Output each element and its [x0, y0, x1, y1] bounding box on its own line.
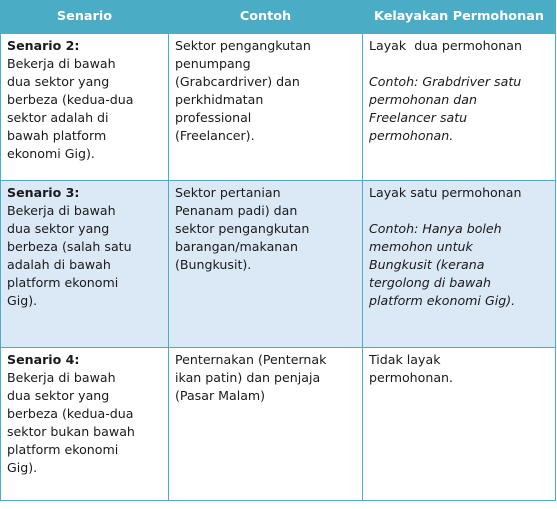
- contoh-line: sektor pengangkutan: [175, 221, 310, 236]
- example-line: permohonan.: [369, 128, 454, 143]
- header-contoh: Contoh: [169, 1, 363, 34]
- senario-cell: [1, 348, 169, 501]
- example-line: memohon untuk: [369, 239, 473, 254]
- senario-title: Senario 3:: [7, 185, 80, 200]
- senario-desc-line: adalah di bawah: [7, 257, 111, 272]
- contoh-line: (Pasar Malam): [175, 388, 266, 403]
- kelayakan-text: Layak satu permohonan: [369, 185, 522, 200]
- senario-desc-line: berbeza (kedua-dua: [7, 92, 134, 107]
- kelayakan-line: Tidak layak: [369, 352, 441, 367]
- table-row: [1, 34, 556, 181]
- example-line: Freelancer satu: [369, 110, 468, 125]
- contoh-cell: [169, 34, 363, 181]
- kelayakan-cell: [363, 348, 556, 501]
- example-line: Contoh: Hanya boleh: [369, 221, 502, 236]
- example-text: [369, 220, 549, 310]
- senario-desc-line: platform ekonomi: [7, 442, 119, 457]
- senario-desc-line: berbeza (salah satu: [7, 239, 132, 254]
- contoh-line: ikan patin) dan penjaja: [175, 370, 321, 385]
- senario-desc-line: sektor adalah di: [7, 110, 109, 125]
- senario-desc-line: Bekerja di bawah: [7, 56, 116, 71]
- table-row: [1, 181, 556, 348]
- senario-desc-line: dua sektor yang: [7, 221, 110, 236]
- senario-desc-line: platform ekonomi: [7, 275, 119, 290]
- example-line: platform ekonomi Gig).: [369, 293, 516, 308]
- header-senario: Senario: [1, 1, 169, 34]
- contoh-line: Sektor pertanian: [175, 185, 281, 200]
- contoh-line: Penanam padi) dan: [175, 203, 298, 218]
- table-row: [1, 348, 556, 501]
- senario-cell: [1, 34, 169, 181]
- senario-title: Senario 4:: [7, 352, 80, 367]
- contoh-line: (Bungkusit).: [175, 257, 252, 272]
- senario-desc-line: Gig).: [7, 460, 38, 475]
- senario-title: Senario 2:: [7, 38, 80, 53]
- senario-desc-line: dua sektor yang: [7, 74, 110, 89]
- example-line: tergolong di bawah: [369, 275, 491, 290]
- senario-desc-line: dua sektor yang: [7, 388, 110, 403]
- contoh-line: professional: [175, 110, 252, 125]
- contoh-line: perkhidmatan: [175, 92, 264, 107]
- senario-desc-line: Bekerja di bawah: [7, 203, 116, 218]
- senario-desc-line: Gig).: [7, 293, 38, 308]
- senario-cell: [1, 181, 169, 348]
- kelayakan-cell: [363, 181, 556, 348]
- senario-desc-line: sektor bukan bawah: [7, 424, 135, 439]
- contoh-line: penumpang: [175, 56, 251, 71]
- senario-desc-line: berbeza (kedua-dua: [7, 406, 134, 421]
- kelayakan-cell: [363, 34, 556, 181]
- contoh-line: Sektor pengangkutan: [175, 38, 311, 53]
- contoh-cell: [169, 181, 363, 348]
- contoh-line: (Grabcardriver) dan: [175, 74, 300, 89]
- example-text: [369, 73, 549, 145]
- table-header-row: [1, 1, 556, 34]
- example-line: permohonan dan: [369, 92, 477, 107]
- contoh-line: barangan/makanan: [175, 239, 298, 254]
- kelayakan-text: Layak dua permohonan: [369, 38, 522, 53]
- contoh-line: Penternakan (Penternak: [175, 352, 327, 367]
- header-kelayakan: Kelayakan Permohonan: [363, 1, 556, 34]
- contoh-cell: [169, 348, 363, 501]
- example-line: Contoh: Grabdriver satu: [369, 74, 522, 89]
- senario-desc-line: Bekerja di bawah: [7, 370, 116, 385]
- contoh-line: (Freelancer).: [175, 128, 255, 143]
- kelayakan-line: permohonan.: [369, 370, 454, 385]
- example-line: Bungkusit (kerana: [369, 257, 485, 272]
- senario-desc-line: bawah platform: [7, 128, 107, 143]
- senario-desc-line: ekonomi Gig).: [7, 146, 95, 161]
